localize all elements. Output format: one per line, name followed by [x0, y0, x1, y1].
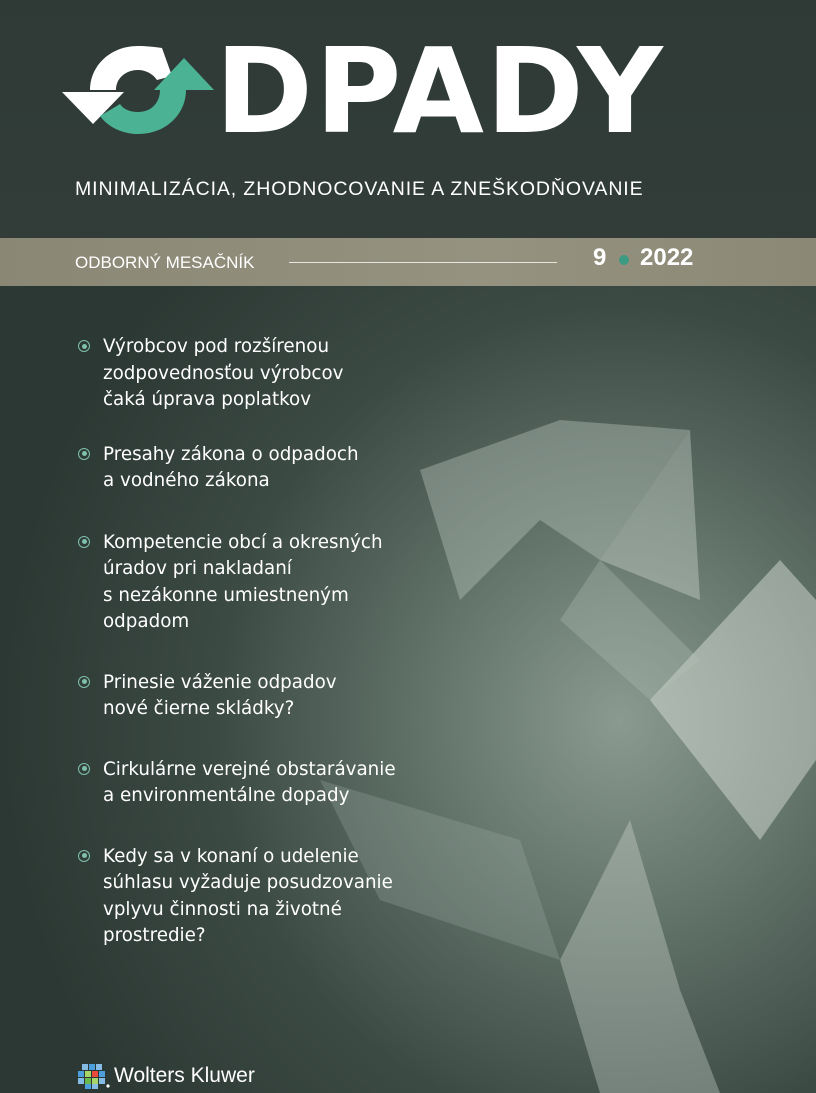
article-title: Prinesie váženie odpadov nové čierne skládky?: [103, 671, 337, 719]
article-title: Presahy zákona o odpadoch a vodného zákona: [103, 443, 359, 491]
article-item: [76, 530, 496, 636]
magazine-subtitle: MINIMALIZÁCIA, ZHODNOCOVANIE A ZNEŠKODŇOVANIE: [75, 178, 644, 200]
article-title: Cirkulárne verejné obstarávanie a environmentálne dopady: [103, 758, 396, 806]
magazine-title: DPADY: [215, 22, 665, 160]
article-item: [76, 442, 496, 495]
wolters-kluwer-logo-icon: [76, 1063, 110, 1089]
article-item: [76, 757, 496, 810]
article-title: Kedy sa v konaní o udelenie súhlasu vyžaduje posudzovanie vplyvu činnosti na životné prostredie?: [103, 845, 393, 946]
bullet-circle-icon: [78, 763, 90, 775]
article-item: [76, 334, 496, 414]
bullet-circle-icon: [78, 340, 90, 352]
publisher-name: Wolters Kluwer: [114, 1064, 255, 1087]
recycle-arrows-icon: [62, 40, 214, 140]
article-title: Výrobcov pod rozšírenou zodpovednosťou výrobcov čaká úprava poplatkov: [103, 336, 344, 410]
issue-separator-dot: [619, 255, 629, 265]
bullet-circle-icon: [78, 850, 90, 862]
article-list: [76, 334, 496, 950]
issue-label: ODBORNÝ MESAČNÍK: [75, 253, 255, 272]
issue-number: 9: [593, 244, 607, 271]
article-item: [76, 844, 496, 950]
bullet-circle-icon: [78, 536, 90, 548]
issue-divider: [289, 262, 557, 263]
bullet-circle-icon: [78, 676, 90, 688]
issue-year: 2022: [640, 244, 694, 271]
article-title: Kompetencie obcí a okresných úradov pri nakladaní s nezákonne umiestneným odpadom: [103, 531, 383, 632]
bullet-circle-icon: [78, 448, 90, 460]
article-item: [76, 670, 496, 723]
